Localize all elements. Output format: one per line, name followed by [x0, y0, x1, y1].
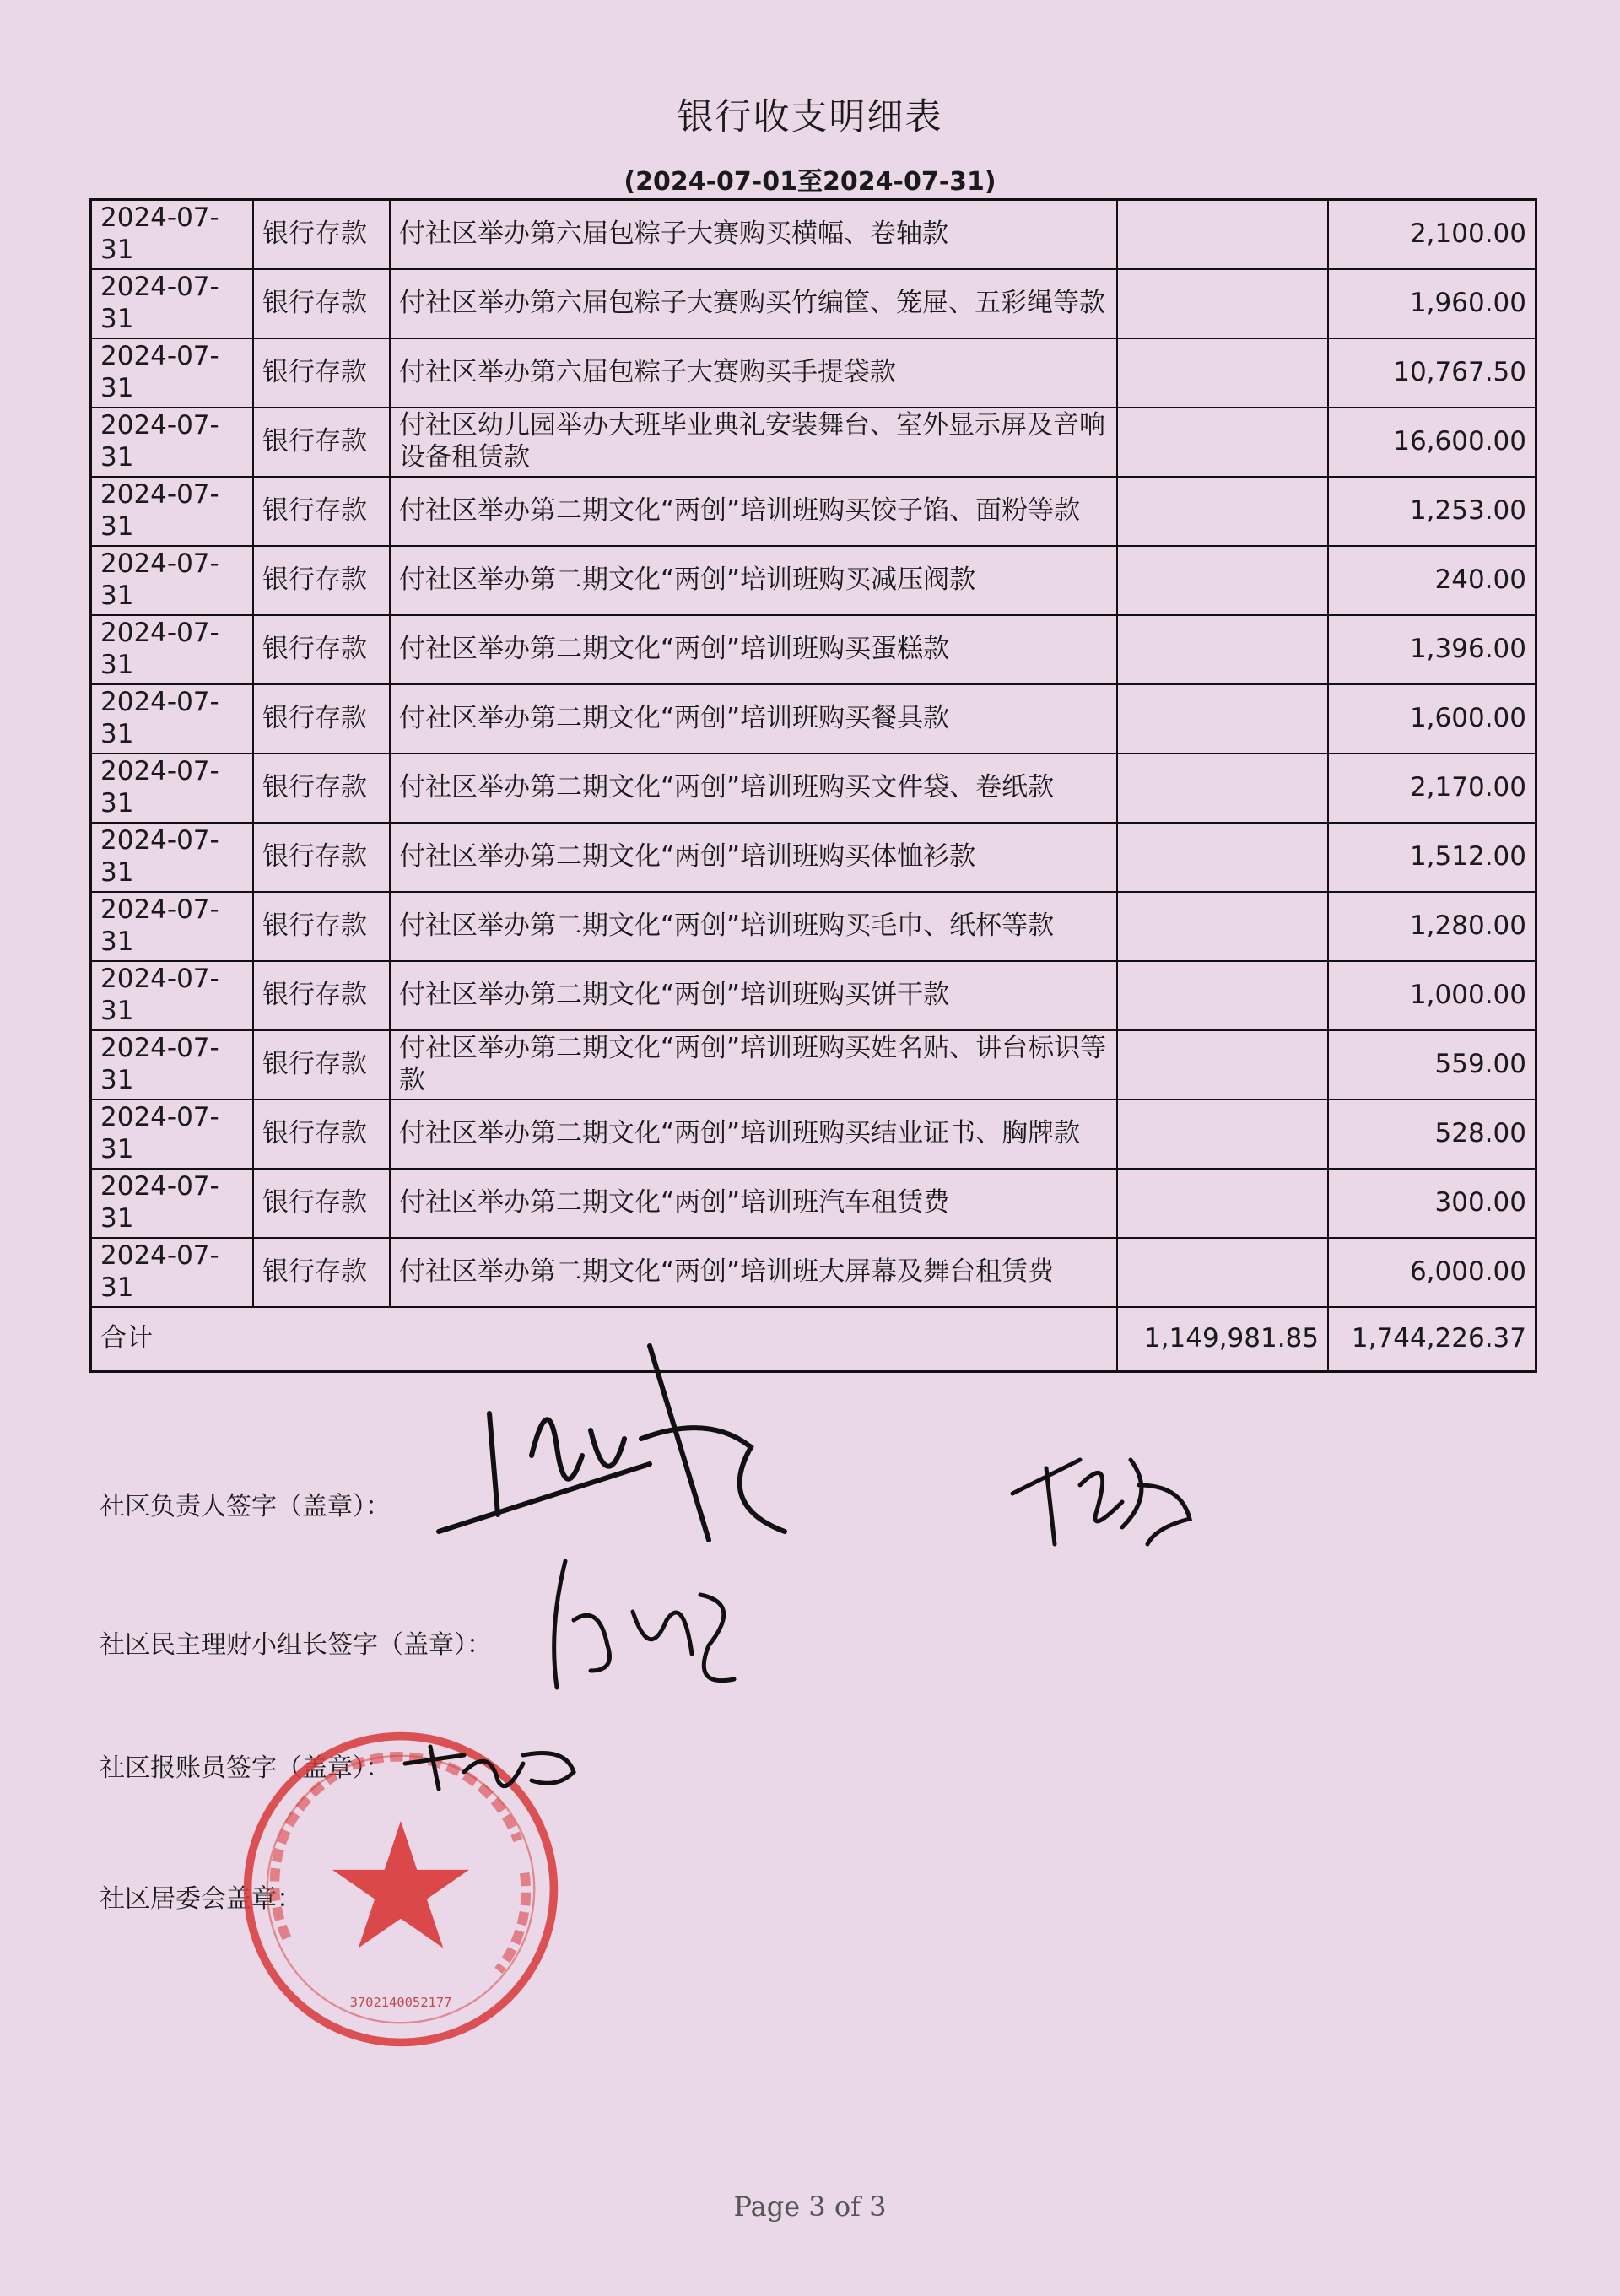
row-account: 银行存款	[253, 615, 390, 684]
table-row	[91, 1169, 1536, 1238]
total-income: 1,149,981.85	[1117, 1307, 1328, 1372]
row-date: 2024-07-31	[91, 1099, 254, 1169]
row-expense: 300.00	[1328, 1169, 1536, 1238]
period-subtitle: (2024-07-01至2024-07-31)	[624, 167, 996, 197]
row-date: 2024-07-31	[91, 892, 254, 961]
row-date: 2024-07-31	[91, 1238, 254, 1307]
row-income	[1117, 338, 1328, 408]
row-description: 付社区举办第二期文化“两创”培训班购买减压阀款	[390, 546, 1117, 615]
row-description: 付社区举办第二期文化“两创”培训班购买文件袋、卷纸款	[390, 754, 1117, 823]
row-expense: 1,960.00	[1328, 269, 1536, 338]
row-date: 2024-07-31	[91, 823, 254, 892]
row-income	[1117, 1238, 1328, 1307]
row-date: 2024-07-31	[91, 684, 254, 754]
row-account: 银行存款	[253, 1238, 390, 1307]
row-income	[1117, 754, 1328, 823]
table-row	[91, 961, 1536, 1030]
table-row	[91, 1238, 1536, 1307]
row-expense: 1,253.00	[1328, 477, 1536, 546]
row-date: 2024-07-31	[91, 546, 254, 615]
seal-number: 3702140052177	[349, 1994, 452, 2010]
row-expense: 1,000.00	[1328, 961, 1536, 1030]
row-account: 银行存款	[253, 408, 390, 477]
table-row	[91, 615, 1536, 684]
total-expense: 1,744,226.37	[1328, 1307, 1536, 1372]
row-income	[1117, 546, 1328, 615]
row-date: 2024-07-31	[91, 1030, 254, 1099]
committee-seal-label: 社区居委会盖章：	[100, 1884, 302, 1914]
row-date: 2024-07-31	[91, 754, 254, 823]
row-expense: 1,280.00	[1328, 892, 1536, 961]
row-description: 付社区举办第六届包粽子大赛购买竹编筐、笼屉、五彩绳等款	[390, 269, 1117, 338]
row-description: 付社区举办第二期文化“两创”培训班购买毛巾、纸杯等款	[390, 892, 1117, 961]
row-expense: 2,100.00	[1328, 200, 1536, 270]
table-row	[91, 823, 1536, 892]
row-income	[1117, 684, 1328, 754]
ledger-body	[91, 200, 1536, 1372]
row-expense: 1,512.00	[1328, 823, 1536, 892]
row-account: 银行存款	[253, 477, 390, 546]
row-income	[1117, 1169, 1328, 1238]
accountant-signature-label: 社区报账员签字（盖章）：	[100, 1753, 391, 1783]
row-income	[1117, 200, 1328, 270]
table-row	[91, 200, 1536, 270]
row-expense: 6,000.00	[1328, 1238, 1536, 1307]
row-account: 银行存款	[253, 684, 390, 754]
row-description: 付社区举办第二期文化“两创”培训班购买饼干款	[390, 961, 1117, 1030]
accountant-signature	[397, 1730, 582, 1806]
row-income	[1117, 615, 1328, 684]
row-income	[1117, 408, 1328, 477]
table-row	[91, 477, 1536, 546]
row-description: 付社区举办第二期文化“两创”培训班购买姓名贴、讲台标识等款	[390, 1030, 1117, 1099]
seal-star-icon	[332, 1821, 469, 1948]
row-income	[1117, 269, 1328, 338]
row-expense: 240.00	[1328, 546, 1536, 615]
row-account: 银行存款	[253, 269, 390, 338]
row-description: 付社区举办第六届包粽子大赛购买手提袋款	[390, 338, 1117, 408]
row-description: 付社区幼儿园举办大班毕业典礼安装舞台、室外显示屏及音响设备租赁款	[390, 408, 1117, 477]
row-expense: 1,600.00	[1328, 684, 1536, 754]
page-number: Page 3 of 3	[733, 2191, 887, 2223]
table-row	[91, 684, 1536, 754]
row-description: 付社区举办第二期文化“两创”培训班购买餐具款	[390, 684, 1117, 754]
row-date: 2024-07-31	[91, 1169, 254, 1238]
row-description: 付社区举办第二期文化“两创”培训班汽车租赁费	[390, 1169, 1117, 1238]
row-income	[1117, 1030, 1328, 1099]
total-label: 合计	[91, 1307, 1118, 1372]
row-expense: 10,767.50	[1328, 338, 1536, 408]
row-date: 2024-07-31	[91, 477, 254, 546]
row-account: 银行存款	[253, 823, 390, 892]
row-date: 2024-07-31	[91, 615, 254, 684]
row-income	[1117, 1099, 1328, 1169]
table-row	[91, 408, 1536, 477]
row-account: 银行存款	[253, 892, 390, 961]
row-expense: 16,600.00	[1328, 408, 1536, 477]
row-income	[1117, 477, 1328, 546]
row-income	[1117, 961, 1328, 1030]
table-row	[91, 546, 1536, 615]
row-account: 银行存款	[253, 1169, 390, 1238]
finance-group-signature	[540, 1544, 768, 1704]
row-date: 2024-07-31	[91, 408, 254, 477]
second-leader-signature	[1004, 1434, 1198, 1553]
table-row	[91, 892, 1536, 961]
finance-group-signature-label: 社区民主理财小组长签字（盖章）：	[100, 1630, 492, 1660]
row-description: 付社区举办第二期文化“两创”培训班购买蛋糕款	[390, 615, 1117, 684]
page-title: 银行收支明细表	[677, 96, 943, 138]
row-description: 付社区举办第二期文化“两创”培训班购买结业证书、胸牌款	[390, 1099, 1117, 1169]
row-date: 2024-07-31	[91, 269, 254, 338]
row-expense: 559.00	[1328, 1030, 1536, 1099]
leader-signature-label: 社区负责人签字（盖章）：	[100, 1492, 391, 1521]
row-account: 银行存款	[253, 754, 390, 823]
table-row	[91, 1030, 1536, 1099]
row-description: 付社区举办第六届包粽子大赛购买横幅、卷轴款	[390, 200, 1117, 270]
row-account: 银行存款	[253, 200, 390, 270]
table-row	[91, 754, 1536, 823]
row-account: 银行存款	[253, 1030, 390, 1099]
row-income	[1117, 892, 1328, 961]
row-date: 2024-07-31	[91, 200, 254, 270]
row-account: 银行存款	[253, 338, 390, 408]
row-description: 付社区举办第二期文化“两创”培训班购买饺子馅、面粉等款	[390, 477, 1117, 546]
row-date: 2024-07-31	[91, 338, 254, 408]
row-expense: 1,396.00	[1328, 615, 1536, 684]
row-expense: 528.00	[1328, 1099, 1536, 1169]
row-account: 银行存款	[253, 546, 390, 615]
table-row	[91, 338, 1536, 408]
row-description: 付社区举办第二期文化“两创”培训班大屏幕及舞台租赁费	[390, 1238, 1117, 1307]
row-income	[1117, 823, 1328, 892]
table-row	[91, 1099, 1536, 1169]
row-date: 2024-07-31	[91, 961, 254, 1030]
row-description: 付社区举办第二期文化“两创”培训班购买体恤衫款	[390, 823, 1117, 892]
row-account: 银行存款	[253, 961, 390, 1030]
ledger-table	[89, 198, 1537, 1373]
leader-signature	[430, 1337, 818, 1557]
row-expense: 2,170.00	[1328, 754, 1536, 823]
table-row	[91, 269, 1536, 338]
row-account: 银行存款	[253, 1099, 390, 1169]
